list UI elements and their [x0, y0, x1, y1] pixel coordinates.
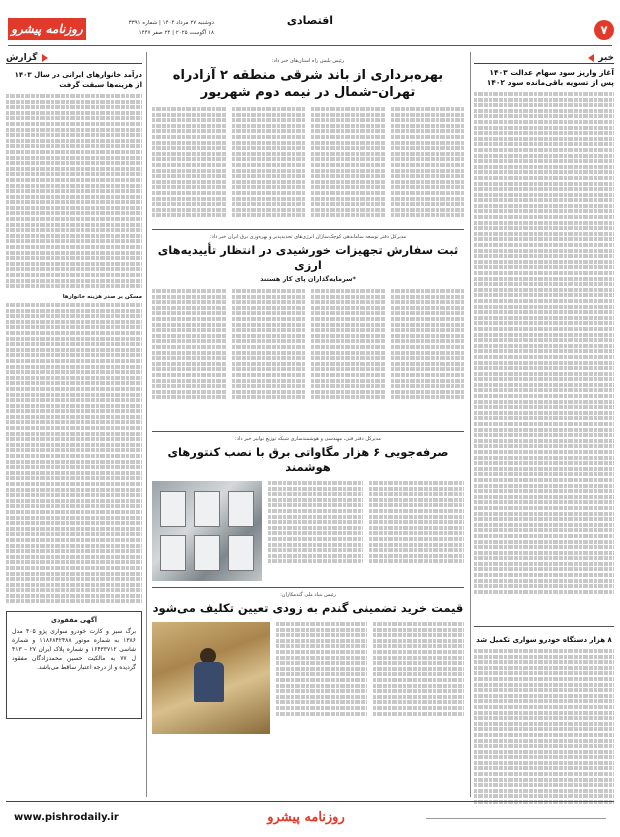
column-tag-news	[474, 52, 614, 64]
footer-rule	[426, 818, 606, 819]
notice-title: آگهی مفقودی	[51, 616, 97, 624]
left-column-rule	[146, 52, 147, 797]
page-header	[0, 0, 620, 48]
arrow-icon	[42, 54, 48, 62]
column-tag-report	[6, 52, 142, 64]
page-number: ۷	[594, 20, 614, 40]
story-1-headline[interactable]: بهره‌برداری از باند شرقی منطقه ۲ آزادراه تهران–شمال در نیمه دوم شهریور	[172, 68, 444, 100]
date-line-1: دوشنبه ۲۷ مرداد ۱۴۰۴ | شماره ۳۳۹۱	[128, 20, 214, 26]
report-body-text	[6, 94, 142, 290]
right-column-divider	[474, 626, 614, 627]
story-2-kicker: مدیرکل دفتر توسعه ساماندهی کوچک‌سازان انرژی‌های تجدیدپذیر و بهره‌وری برق ایران خبر داد:	[209, 234, 407, 240]
story-3	[152, 436, 464, 581]
story-2-subtitle: *سرمایه‌گذاران پای کار هستند	[260, 275, 356, 283]
notice-text: برگ سبز و کارت خودرو سواری پژو ۴۰۵ مدل ۱۳۸۶ به شماره موتور ۱۱۸۶۸۴۲۴۸۸ و شماره شاسی ۱۶۴۳۳۷۱۲ و شماره پلاک ایران ۲۷ – ۴۱۳ ل ۷۷ به مالکیت حسین محمدزادگان مفقود گردیده و از درجه اعتبار ساقط می‌باشد.	[12, 628, 137, 671]
section-title: اقتصادی	[286, 14, 334, 27]
story-divider-1	[152, 229, 464, 230]
story-4-headline[interactable]: قیمت خرید تضمینی گندم به زودی تعیین تکلیف می‌شود	[152, 601, 464, 615]
wheat-field-photo	[152, 622, 270, 734]
date-line-2: ۱۸ آگوست ۲۰۲۵ | ۲۴ صفر ۱۴۴۷	[138, 30, 214, 36]
story-3-body	[268, 481, 464, 581]
masthead-logo: روزنامه پیشرو	[8, 18, 86, 40]
story-1	[152, 58, 464, 225]
left-column	[6, 52, 142, 797]
second-body-text	[474, 649, 614, 809]
report-body-text-2	[6, 303, 142, 603]
story-4-kicker: رئیس بنیاد ملی گندمکاران:	[280, 592, 336, 598]
report-subheading: مسکن بر صدر هزینه خانوارها	[62, 294, 142, 300]
second-headline[interactable]: ۸ هزار دستگاه خودرو سواری تکمیل شد	[476, 636, 612, 644]
tag-label: گزارش	[6, 52, 38, 63]
story-divider-3	[152, 587, 464, 588]
lead-headline[interactable]: آغاز واریز سود سهام عدالت ۱۴۰۳ پس از تسویه باقی‌مانده سود ۱۴۰۲	[486, 68, 614, 87]
story-divider-2	[152, 431, 464, 432]
story-2-body	[152, 289, 464, 427]
header-divider	[8, 45, 612, 46]
report-headline[interactable]: درآمد خانوارهای ایرانی در سال ۱۴۰۳ از هزینه‌ها سبقت گرفت	[14, 71, 142, 89]
story-4	[152, 592, 464, 734]
tag-label: خبر	[598, 52, 614, 63]
story-3-headline[interactable]: صرفه‌جویی ۶ هزار مگاواتی برق با نصب کنتورهای هوشمند	[167, 445, 449, 474]
footer-brand: روزنامه پیشرو	[267, 810, 345, 825]
page-footer	[6, 801, 614, 831]
lead-body-text	[474, 92, 614, 620]
main-area	[152, 52, 464, 797]
right-column-rule	[470, 52, 471, 797]
lost-notice-box	[6, 611, 142, 719]
arrow-icon	[588, 54, 594, 62]
story-2	[152, 234, 464, 427]
website-link[interactable]: www.pishrodaily.ir	[14, 812, 119, 823]
right-column	[474, 52, 614, 797]
smart-meter-photo	[152, 481, 262, 581]
story-1-body	[152, 107, 464, 225]
story-3-kicker: مدیرکل دفتر فنی، مهندسی و هوشمندسازی شبکه توزیع توانیر خبر داد:	[235, 436, 381, 442]
story-4-body	[276, 622, 464, 734]
story-1-kicker: رئیس پلیس راه استان‌های خبر داد:	[271, 58, 345, 64]
story-2-headline[interactable]: ثبت سفارش تجهیزات خورشیدی در انتظار تأییدیه‌های ارزی	[157, 243, 459, 272]
